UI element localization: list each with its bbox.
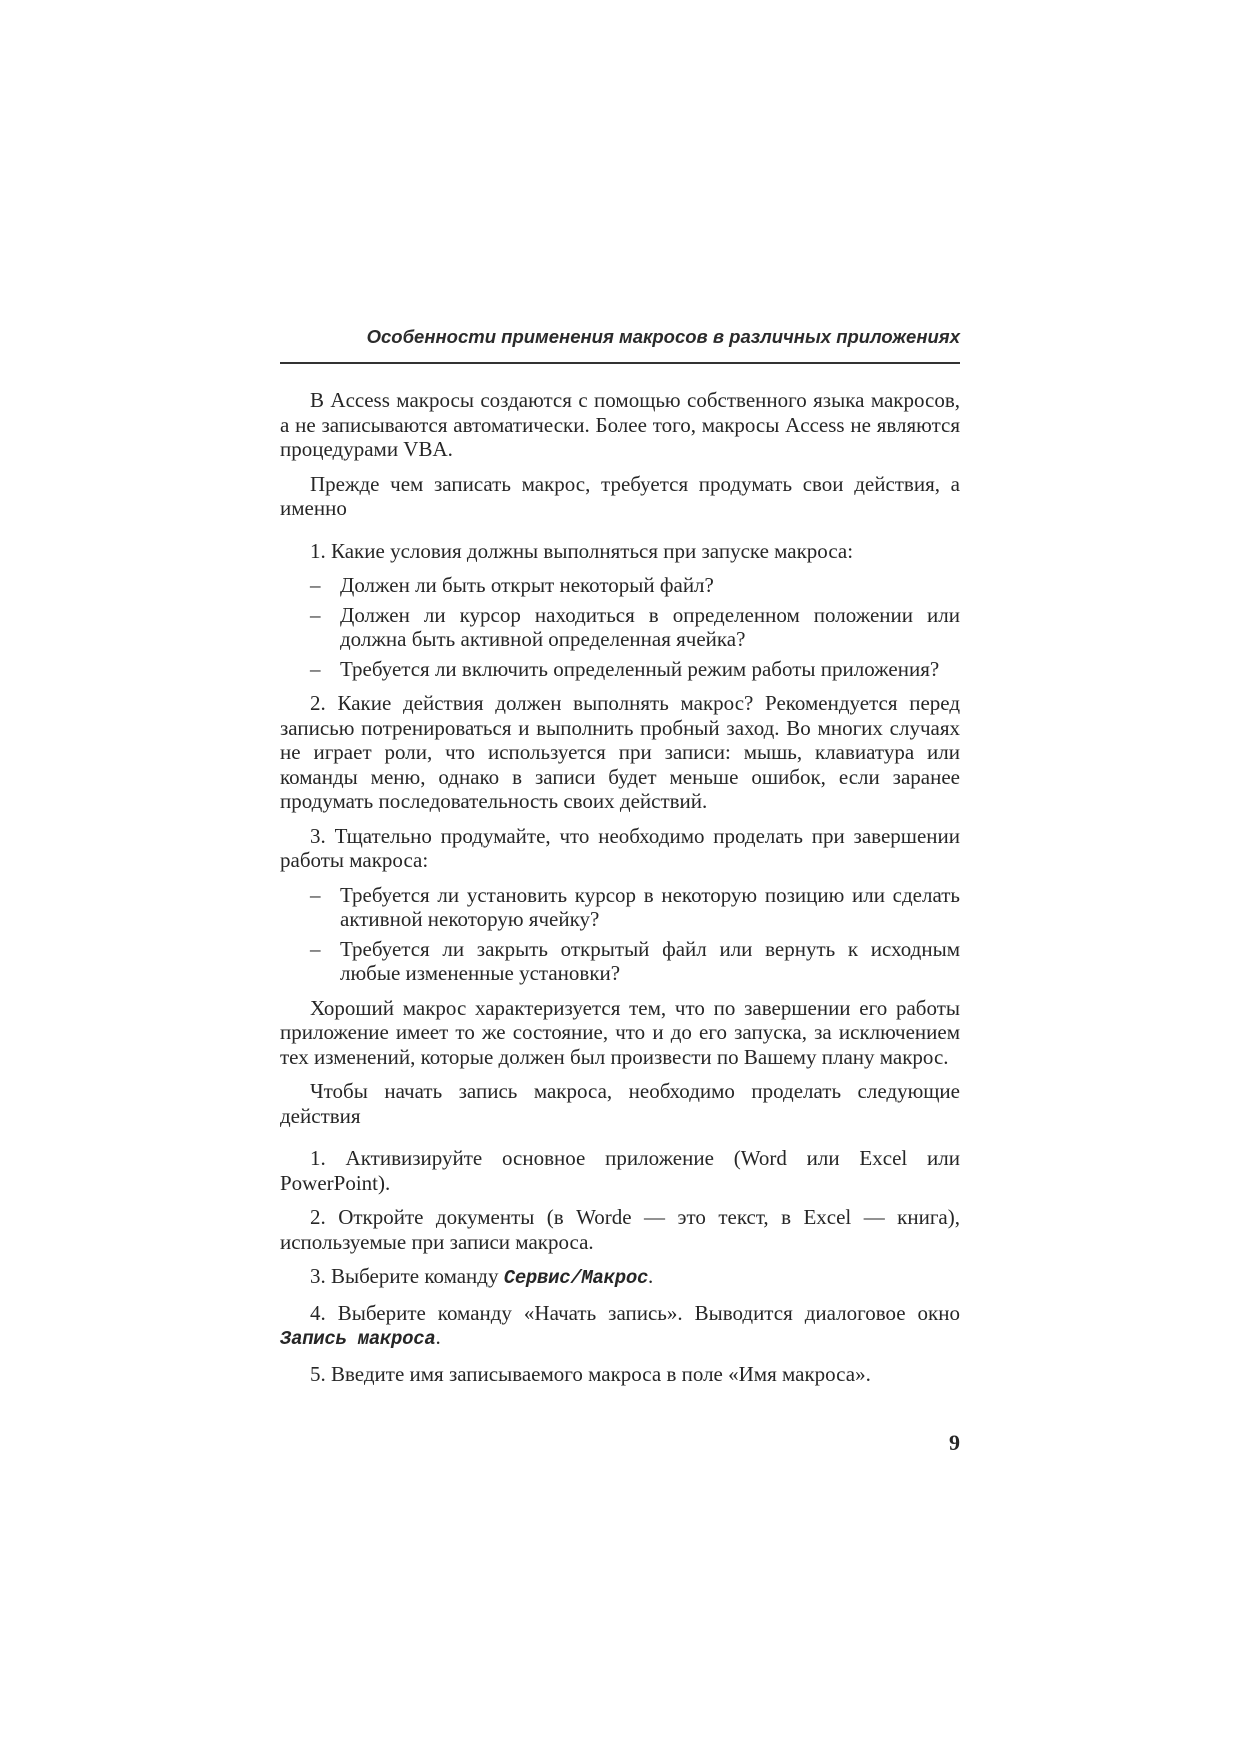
header-rule (280, 362, 960, 364)
paragraph-good-macro: Хороший макрос характеризуется тем, что по завершении его работы приложение имеет то же состояние, что и до его запуска, за исключением тех изменений, которые должен был произвести по Вашему плану макрос. (280, 995, 960, 1069)
paragraph-before-recording: Прежде чем записать макрос, требуется продумать свои действия, а именно (280, 471, 960, 520)
list-item: – Требуется ли установить курсор в некоторую позицию или сделать активной некоторую ячейку? (280, 883, 960, 932)
page-number: 9 (949, 1430, 960, 1455)
list-item: – Должен ли курсор находиться в определенном положении или должна быть активной определенная ячейка? (280, 603, 960, 652)
command-name: Сервис/Макрос (503, 1267, 649, 1289)
list-item: – Требуется ли включить определенный режим работы приложения? (280, 657, 960, 682)
paragraph-access: В Access макросы создаются с помощью собственного языка макросов, а не записываются автоматически. Более того, макросы Access не являются процедурами VBA. (280, 388, 960, 461)
step-4-end: . (435, 1325, 441, 1349)
paragraph-completion: 3. Тщательно продумайте, что необходимо проделать при завершении работы макроса: (280, 823, 960, 872)
list-item: – Должен ли быть открыт некоторый файл? (280, 573, 960, 598)
step-2: 2. Откройте документы (в Worde — это текст, в Excel — книга), используемые при записи макроса. (280, 1205, 960, 1254)
step-4 (280, 1301, 960, 1352)
step-1: 1. Активизируйте основное приложение (Word или Excel или PowerPoint). (280, 1146, 960, 1195)
step-5: 5. Введите имя записываемого макроса в поле «Имя макроса». (310, 1361, 871, 1386)
paragraph-actions: 2. Какие действия должен выполнять макрос? Рекомендуется перед записью потренироваться и выполнить пробный заход. Во многих случаях не играет роли, что используется при записи: мышь, клавиатура или команды меню, однако в записи будет меньше ошибок, если заранее продумать последовательность своих действий. (280, 691, 960, 813)
step-3-end: . (648, 1264, 654, 1288)
page-body (280, 388, 960, 1396)
paragraph-conditions: 1. Какие условия должны выполняться при запуске макроса: (310, 538, 854, 563)
paragraph-start-recording: Чтобы начать запись макроса, необходимо проделать следующие действия (280, 1079, 960, 1128)
conditions-list (280, 573, 960, 681)
completion-list (280, 883, 960, 986)
step-3-text: 3. Выберите команду (310, 1264, 504, 1288)
running-header: Особенности применения макросов в различных приложениях (366, 326, 960, 347)
step-3 (280, 1264, 960, 1291)
list-item: – Требуется ли закрыть открытый файл или вернуть к исходным любые измененные установки? (280, 937, 960, 986)
dialog-name: Запись макроса (280, 1328, 436, 1350)
step-4-text: 4. Выберите команду «Начать запись». Выводится диалоговое окно (310, 1300, 960, 1325)
